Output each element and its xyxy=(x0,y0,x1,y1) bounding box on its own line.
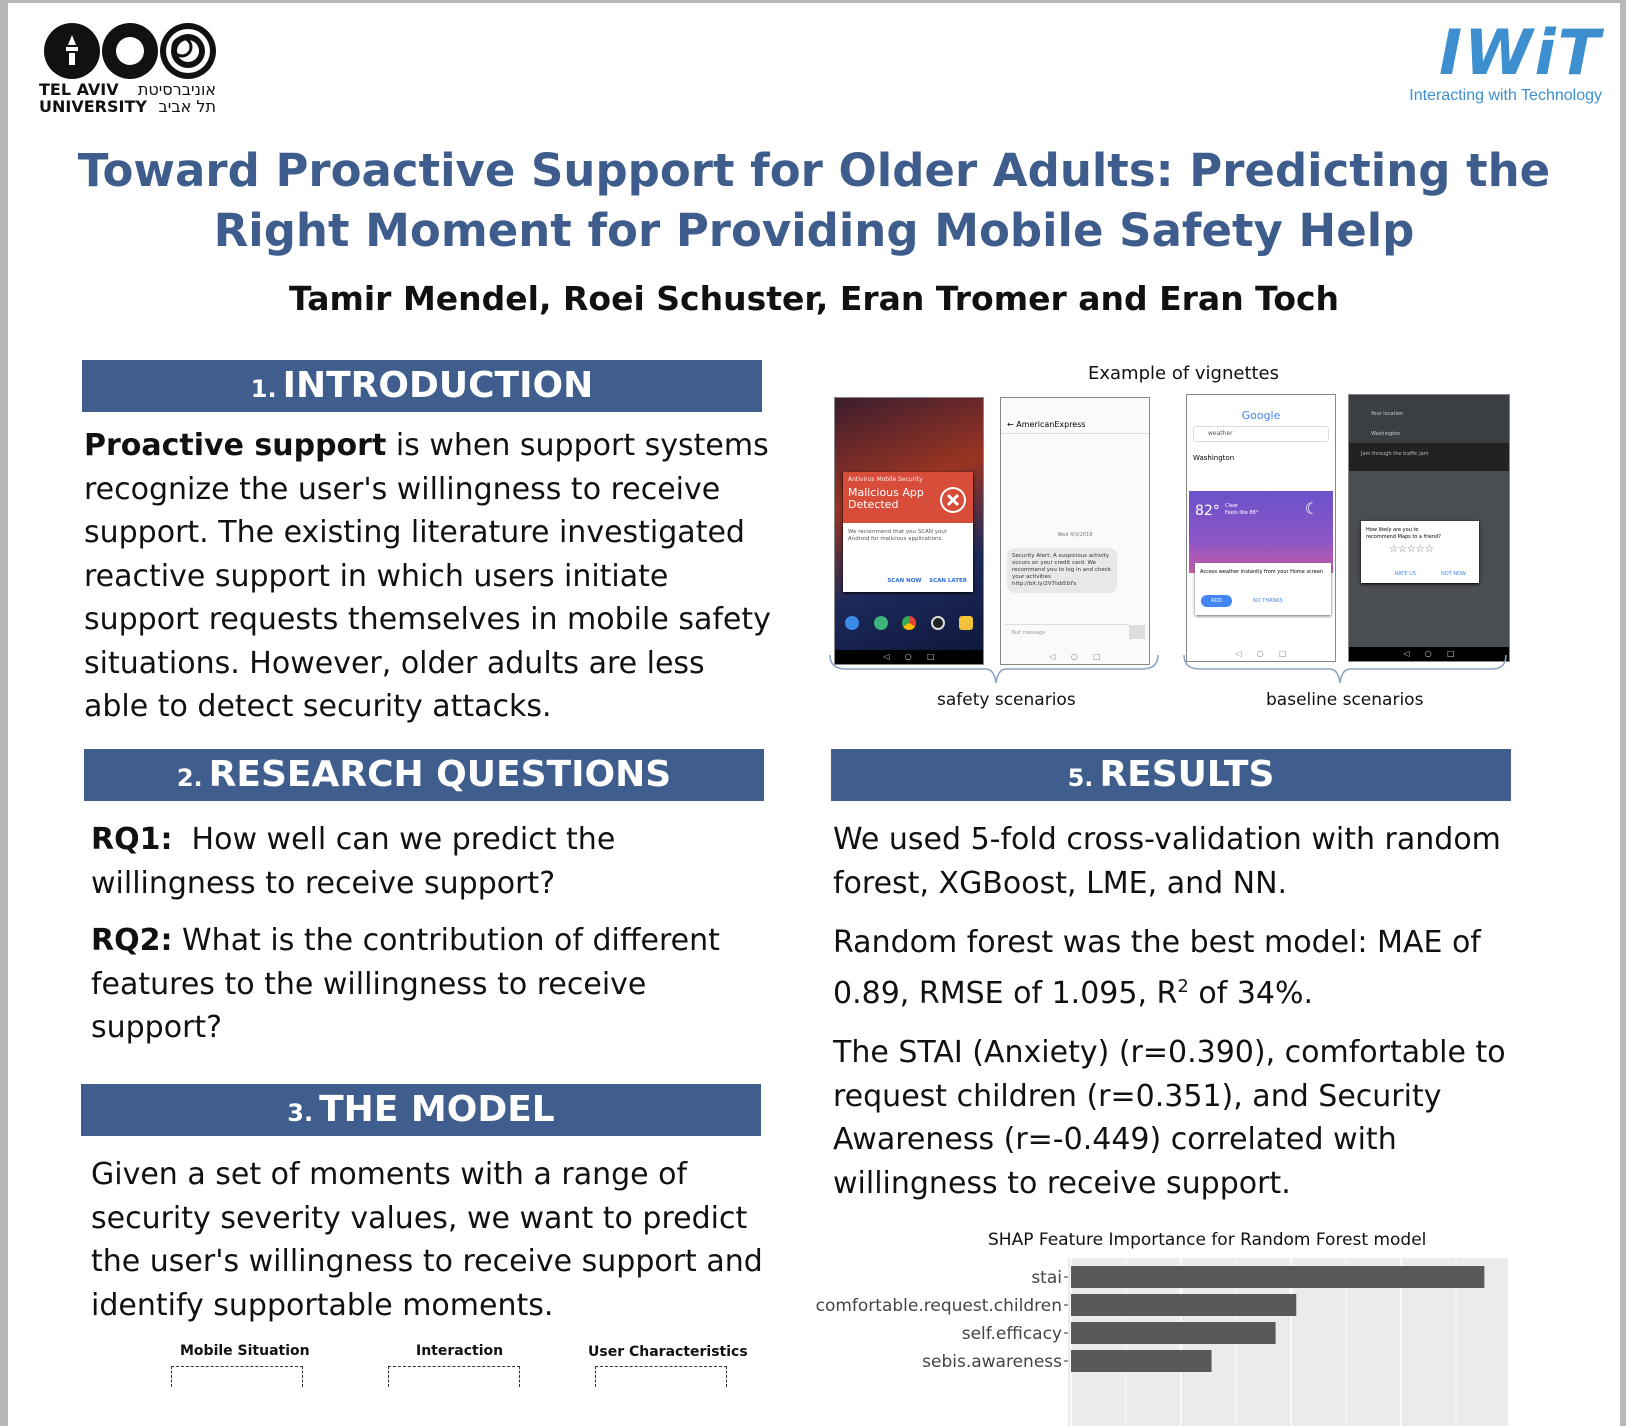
home-dock xyxy=(845,616,973,630)
y-tick-label: sebis.awareness xyxy=(922,1352,1062,1372)
research-questions-text xyxy=(91,818,771,1064)
weather-temp: 82° xyxy=(1195,503,1220,519)
camera-app-icon xyxy=(931,616,945,630)
sms-contact-name: AmericanExpress xyxy=(1016,420,1086,429)
malicious-dialog-header: Antivirus Mobile Security xyxy=(848,476,923,483)
scan-now-button[interactable]: SCAN NOW xyxy=(887,578,922,584)
poster xyxy=(8,3,1620,1426)
rq1-text: How well can we predict the willingness to receive support? xyxy=(91,822,625,901)
section-number: 3. xyxy=(287,1099,314,1127)
results-p2-superscript: 2 xyxy=(1177,975,1189,997)
nav-bar: ◁ ○ □ xyxy=(1049,652,1101,661)
rate-us-button[interactable]: RATE US xyxy=(1395,571,1416,577)
shap-bar-comfortable-request-children xyxy=(1071,1294,1296,1316)
nav-bar: ◁ ○ □ xyxy=(1349,647,1509,661)
weather-feels-like: Feels like 88° xyxy=(1225,510,1259,516)
google-search-input[interactable]: weather xyxy=(1193,426,1329,442)
add-shortcut-button[interactable]: ADD xyxy=(1201,595,1232,607)
intro-lead: Proactive support xyxy=(84,428,387,463)
diagram-heading-interaction: Interaction xyxy=(416,1343,504,1359)
weather-condition: Clear xyxy=(1225,503,1239,509)
tau-he-line1: אוניברסיטת xyxy=(137,80,216,99)
weather-shortcut-prompt: Access weather instantly from your Home screen xyxy=(1200,569,1324,575)
tau-logo xyxy=(36,21,226,121)
section-header-introduction xyxy=(82,360,762,412)
section-title: RESEARCH QUESTIONS xyxy=(208,754,672,795)
sms-header: ← AmericanExpress xyxy=(1001,398,1149,434)
authors: Tamir Mendel, Roei Schuster, Eran Tromer and Eran Toch xyxy=(288,279,1340,318)
rq1-label: RQ1: xyxy=(91,822,173,857)
results-paragraph-3: The STAI (Anxiety) (r=0.390), comfortable to request children (r=0.351), and Security Awareness (r=-0.449) correlated with willingness to receive support. xyxy=(833,1035,1506,1201)
maps-route-header xyxy=(1349,395,1509,431)
nav-bar: ◁ ○ □ xyxy=(835,650,983,664)
vignettes-caption: Example of vignettes xyxy=(1088,363,1280,384)
y-tick-label: self.efficacy xyxy=(961,1324,1062,1344)
safety-scenarios-brace xyxy=(826,653,1166,693)
maps-rating-dialog xyxy=(1361,521,1479,583)
shap-chart xyxy=(808,1258,1528,1426)
results-p2-b: of 34%. xyxy=(1188,975,1314,1011)
maps-rating-question: How likely are you to recommend Maps to a friend? xyxy=(1366,527,1441,540)
results-paragraph-2 xyxy=(833,921,1523,1015)
diagram-box-user-characteristics xyxy=(595,1366,727,1387)
y-tick-label: stai xyxy=(1031,1268,1062,1288)
diagram-heading-mobile-situation: Mobile Situation xyxy=(180,1343,310,1359)
tau-en-line2: UNIVERSITY xyxy=(39,97,147,116)
scan-later-button[interactable]: SCAN LATER xyxy=(929,578,967,584)
vignette-phone-weather xyxy=(1186,394,1336,662)
results-p2-a: Random forest was the best model: MAE of 0.89, RMSE of 1.095, R xyxy=(833,925,1481,1011)
phone-app-icon xyxy=(845,616,859,630)
shap-bar-sebis-awareness xyxy=(1071,1350,1212,1372)
no-thanks-button[interactable]: NO THANKS xyxy=(1253,598,1283,604)
send-icon[interactable] xyxy=(1129,625,1145,639)
chrome-app-icon xyxy=(902,616,916,630)
title-line-2: Right Moment for Providing Mobile Safety Help xyxy=(213,204,1415,257)
section-header-research-questions xyxy=(84,749,764,801)
vignette-phone-malicious-app xyxy=(834,397,984,665)
intro-body: is when support systems recognize the user's willingness to receive support. The existing literature investigated reactive support in which users initiate support requests themselves in mobile safety situations. However, older adults are less able to detect security attacks. xyxy=(84,428,771,724)
baseline-scenarios-brace xyxy=(1180,653,1520,693)
intro-text xyxy=(84,424,774,729)
section-number: 5. xyxy=(1067,764,1094,792)
results-text xyxy=(833,818,1523,1221)
tau-he-line2: תל אביב xyxy=(158,97,216,116)
sms-date: Wed 4/3/2019 xyxy=(1057,532,1093,538)
sms-input[interactable]: Text message xyxy=(1005,624,1129,641)
shap-bar-self-efficacy xyxy=(1071,1322,1276,1344)
results-paragraph-1: We used 5-fold cross-validation with random forest, XGBoost, LME, and NN. xyxy=(833,822,1501,901)
diagram-heading-user-characteristics: User Characteristics xyxy=(588,1344,748,1360)
tau-name-english xyxy=(39,81,147,115)
moon-icon: ☾ xyxy=(1304,499,1319,518)
maps-origin: Your location xyxy=(1371,411,1404,417)
diagram-box-mobile-situation xyxy=(171,1366,303,1387)
gallery-app-icon xyxy=(959,616,973,630)
not-now-button[interactable]: NOT NOW xyxy=(1441,571,1466,577)
rq2-text: What is the contribution of different features to the willingness to receive support? xyxy=(91,923,720,1045)
section-title: INTRODUCTION xyxy=(282,365,594,406)
section-number: 2. xyxy=(176,764,203,792)
rq2-label: RQ2: xyxy=(91,923,173,958)
weather-shortcut-dialog xyxy=(1195,563,1331,615)
tau-name-hebrew xyxy=(136,81,216,115)
shap-bar-stai xyxy=(1071,1266,1484,1288)
nav-bar: ◁ ○ □ xyxy=(1235,649,1287,658)
sms-message-bubble: Security Alert: A suspicious activity occurs on your credit card. We recommend you to log in and check your activities http://bit.ly/2V7lsb5bYs xyxy=(1007,548,1117,593)
shap-chart-title: SHAP Feature Importance for Random Forest model xyxy=(988,1230,1427,1250)
rq2 xyxy=(91,919,771,1050)
section-title: RESULTS xyxy=(1099,754,1275,795)
diagram-box-interaction xyxy=(388,1366,520,1387)
tau-en-line1: TEL AVIV xyxy=(39,80,119,99)
weather-city: Washington xyxy=(1193,454,1235,462)
section-header-results xyxy=(831,749,1511,801)
malicious-dialog-body: We recommend that you SCAN your Android for malicious applications. xyxy=(848,529,948,542)
baseline-scenarios-label: baseline scenarios xyxy=(1266,690,1424,710)
vignette-phone-maps xyxy=(1348,394,1510,662)
malicious-app-dialog xyxy=(843,472,973,592)
poster-title xyxy=(48,141,1580,261)
maps-banner: Jam through the traffic jam xyxy=(1349,443,1509,471)
section-title: THE MODEL xyxy=(319,1089,555,1130)
google-logo: Google xyxy=(1241,409,1281,422)
safety-scenarios-label: safety scenarios xyxy=(937,690,1076,710)
messages-app-icon xyxy=(874,616,888,630)
tau-logo-circles-icon xyxy=(42,21,222,83)
maps-destination: Washington xyxy=(1349,431,1509,443)
section-number: 1. xyxy=(250,375,277,403)
vignette-phone-sms-alert xyxy=(1000,397,1150,665)
model-text: Given a set of moments with a range of security severity values, we want to predict the user's willingness to receive support and identify supportable moments. xyxy=(91,1157,763,1323)
error-x-icon xyxy=(939,486,967,514)
rq1 xyxy=(91,818,771,905)
y-tick-label: comfortable.request.children xyxy=(815,1296,1062,1316)
star-rating-icon[interactable]: ☆☆☆☆☆ xyxy=(1389,544,1434,555)
section-header-model xyxy=(81,1084,761,1136)
weather-card xyxy=(1189,491,1333,573)
iwit-wordmark: IWiT xyxy=(1439,16,1602,89)
title-line-1: Toward Proactive Support for Older Adults: Predicting the xyxy=(77,144,1551,197)
iwit-logo xyxy=(1402,16,1602,111)
malicious-dialog-title: Malicious App Detected xyxy=(848,486,924,511)
iwit-tagline: Interacting with Technology xyxy=(1409,87,1602,104)
